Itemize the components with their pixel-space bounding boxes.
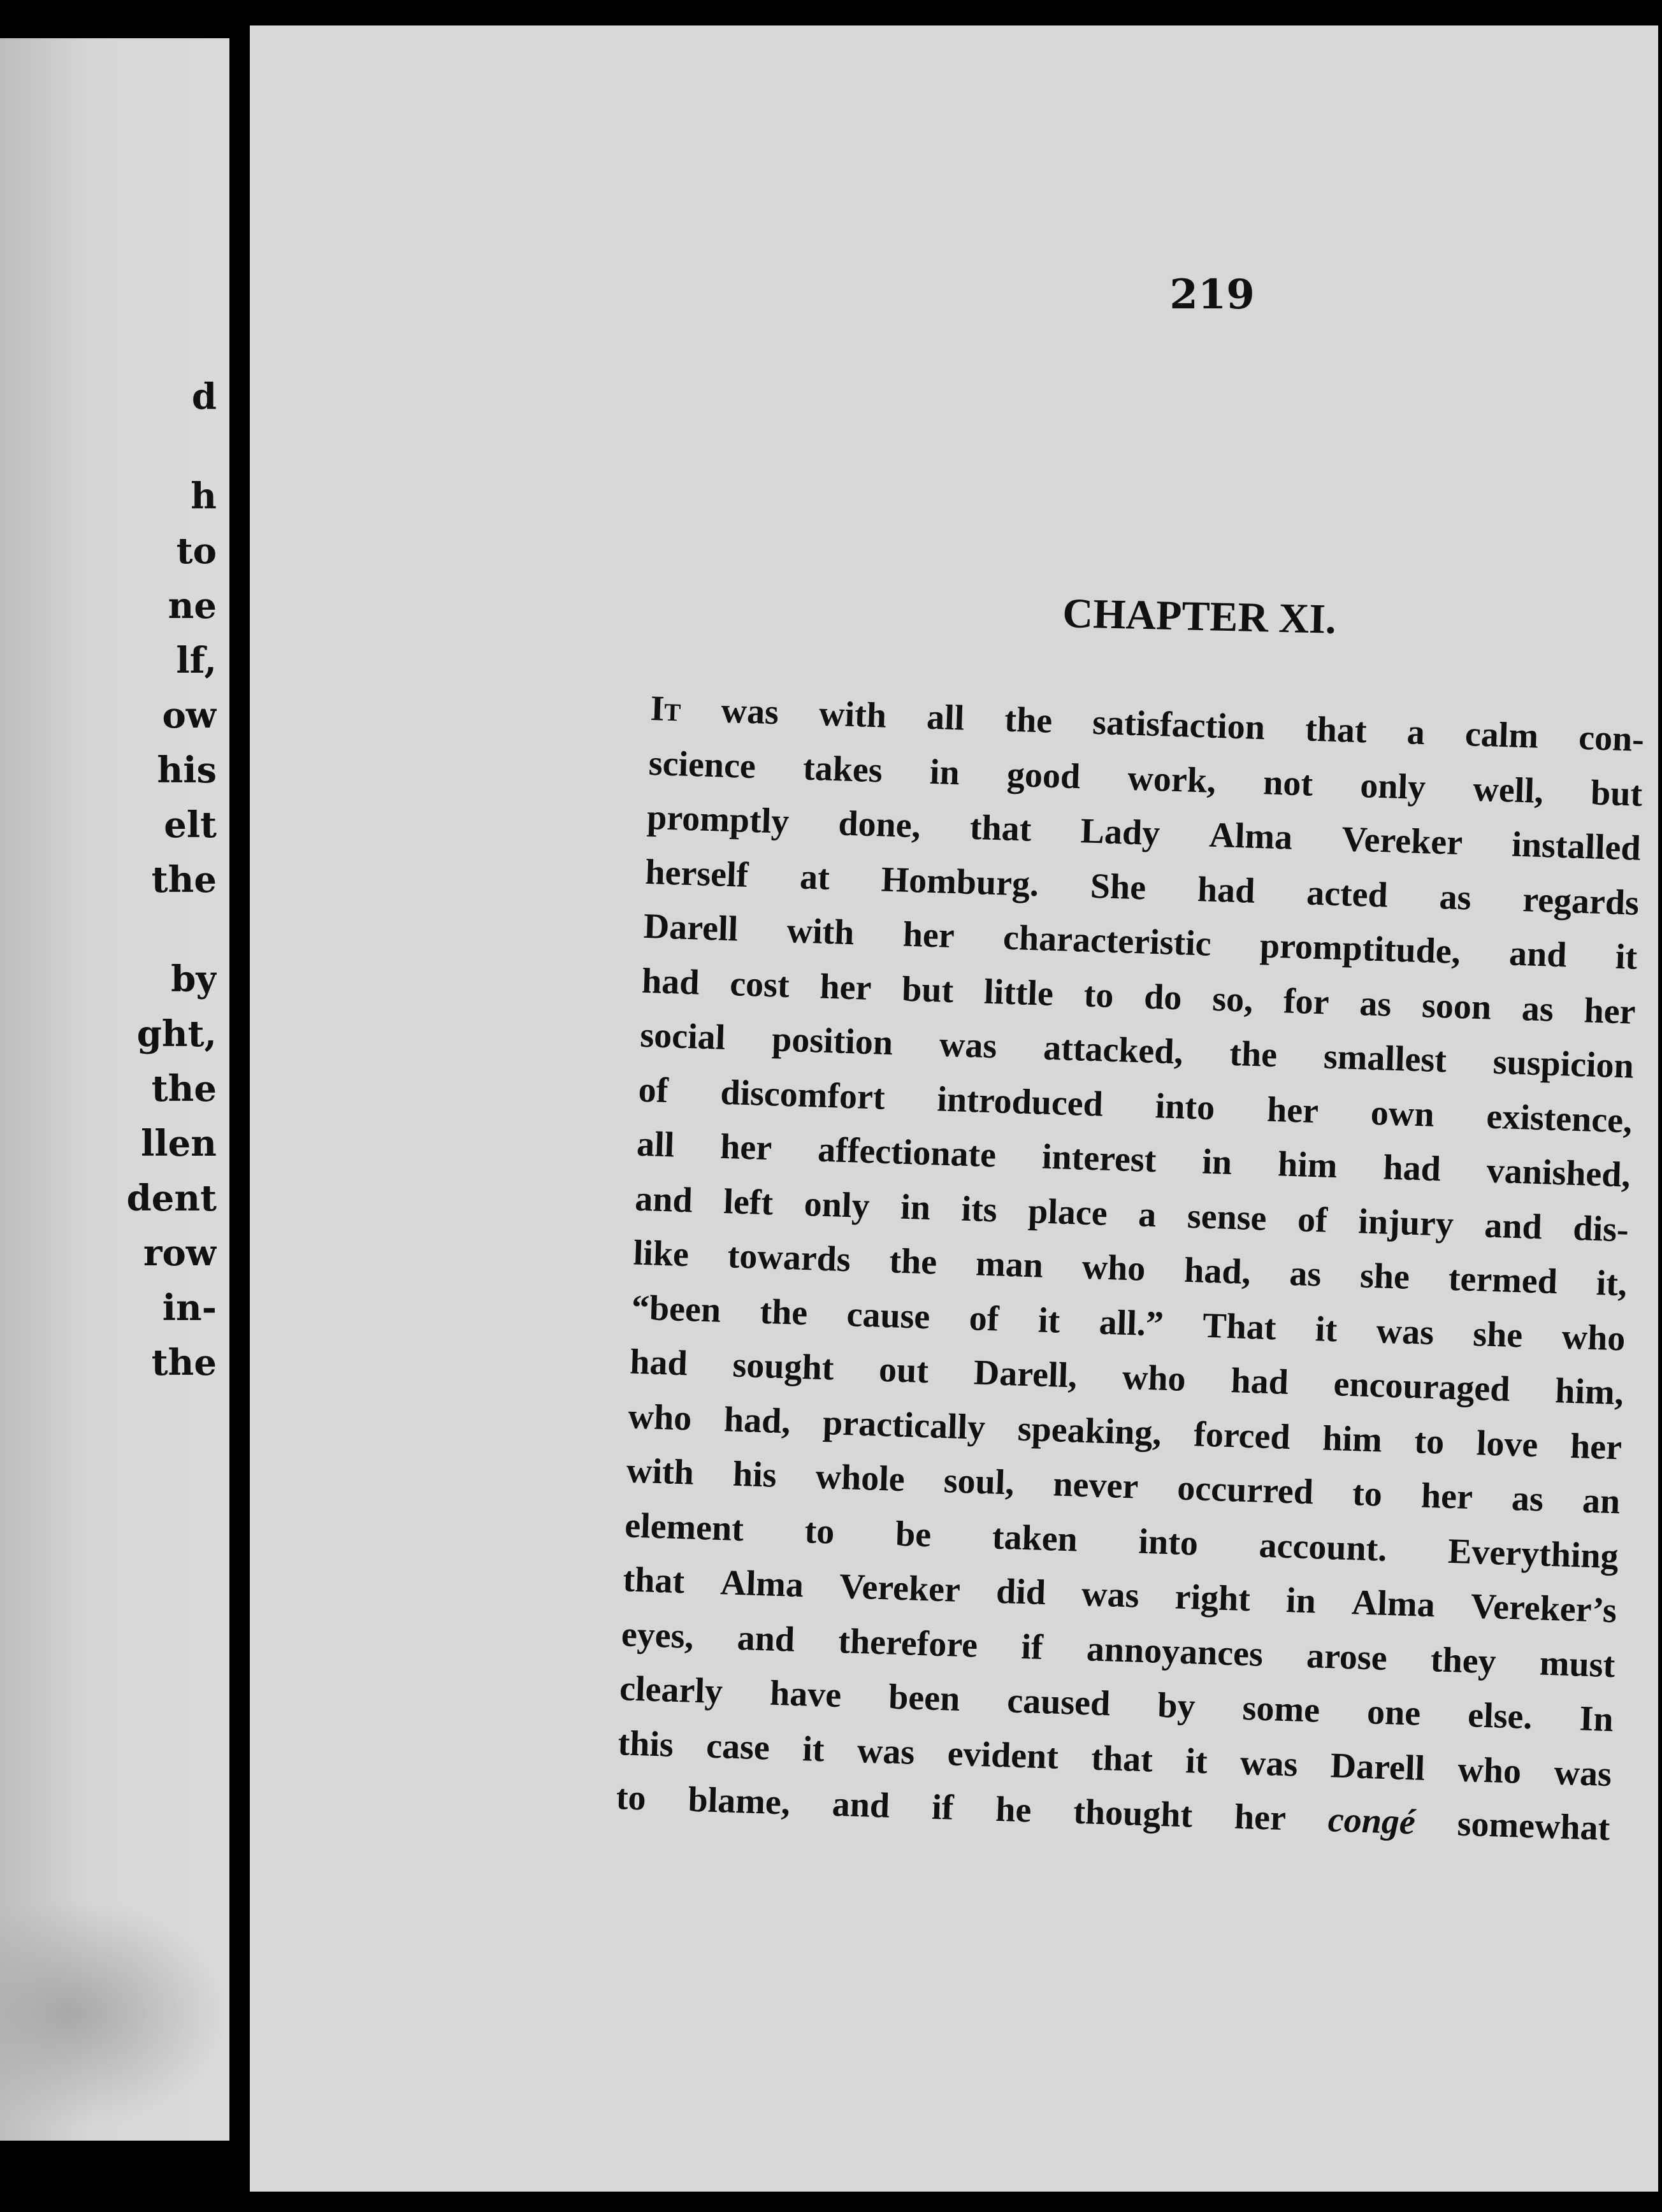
paragraph-word: Alma [719, 1563, 804, 1605]
paragraph-word: who [1457, 1749, 1522, 1792]
paragraph-word: and [831, 1784, 891, 1826]
paragraph-word: the [1229, 1033, 1278, 1075]
paragraph-word: account. [1258, 1525, 1388, 1569]
paragraph-word: and [736, 1618, 796, 1660]
paragraph-word: all [926, 697, 965, 738]
paragraph-word: had [1197, 869, 1256, 911]
left-page-fragment: lf, [176, 640, 217, 682]
paragraph-word: vanished, [1485, 1151, 1631, 1195]
paragraph-word: thought [1073, 1792, 1194, 1835]
paragraph-word: this [617, 1723, 674, 1765]
paragraph-word: had, [1183, 1250, 1252, 1292]
left-page-fragment: the [151, 1342, 217, 1384]
paragraph-word: social [639, 1015, 726, 1058]
paragraph-word: that [1304, 709, 1368, 751]
paragraph-word: her [719, 1126, 773, 1168]
paragraph-word: dis- [1572, 1208, 1629, 1250]
paragraph-word: blame, [687, 1779, 791, 1823]
paragraph-word: place [1027, 1191, 1108, 1233]
paragraph-word: like [632, 1233, 690, 1275]
paragraph-word: satisfaction [1092, 702, 1266, 748]
paragraph-word: never [1052, 1464, 1139, 1507]
paragraph-word: the [1004, 700, 1053, 741]
paragraph-word: In [1579, 1698, 1614, 1740]
paragraph-word: Everything [1447, 1531, 1619, 1576]
paragraph-word: somewhat [1456, 1804, 1611, 1849]
paragraph-word: with [786, 910, 855, 953]
paragraph-word: whole [814, 1456, 906, 1500]
paragraph-word: characteristic [1002, 917, 1212, 964]
left-page-text-fragments [0, 370, 217, 1390]
left-page-fragment: llen [141, 1123, 217, 1165]
paragraph-word: at [799, 856, 830, 898]
paragraph-word: smallest [1323, 1037, 1447, 1081]
paragraph-word: affectionate [817, 1130, 997, 1175]
paragraph-word: was [1239, 1742, 1299, 1785]
paragraph-word: she [1472, 1314, 1524, 1355]
paragraph-word: for [1283, 980, 1330, 1023]
paragraph-word: annoyances [1086, 1628, 1264, 1674]
paragraph-word: an [1582, 1481, 1621, 1522]
paragraph-word: Alma [1208, 815, 1294, 858]
paragraph-word: if [931, 1787, 955, 1828]
paragraph-word: encouraged [1333, 1364, 1511, 1409]
paragraph-word: to [804, 1511, 835, 1552]
paragraph-word: as [1289, 1253, 1322, 1295]
paragraph-word: as [1359, 983, 1392, 1024]
paragraph-word: the [759, 1291, 809, 1333]
paragraph-word: with [626, 1451, 695, 1493]
paragraph-word: his [732, 1454, 777, 1495]
paragraph-word: as [1438, 877, 1472, 918]
page-number: 219 [1169, 271, 1255, 319]
paragraph-word: takes [802, 748, 883, 790]
paragraph-word: it [1185, 1741, 1208, 1781]
paragraph-word: all.” [1098, 1302, 1164, 1344]
paragraph-word: her [819, 966, 872, 1008]
paragraph-word: towards [726, 1236, 851, 1280]
paragraph-word: man [975, 1244, 1044, 1286]
paragraph-word: Homburg. [880, 859, 1040, 904]
paragraph-word: discomfort [719, 1072, 886, 1117]
paragraph-word: not [1262, 762, 1314, 804]
paragraph-word: occurred [1176, 1468, 1314, 1512]
paragraph-word: It [649, 688, 682, 729]
left-page-fragment [0, 424, 217, 469]
paragraph-word: out [878, 1349, 929, 1391]
paragraph-word: and [1484, 1205, 1543, 1247]
paragraph-word: her [1420, 1476, 1473, 1518]
paragraph-word: him [1277, 1144, 1338, 1186]
paragraph-word: injury [1357, 1201, 1454, 1244]
left-page-fragment: the [151, 859, 217, 901]
paragraph-word: to [1352, 1474, 1383, 1514]
paragraph-word: promptitude, [1259, 926, 1461, 972]
paragraph-word: her [1583, 990, 1637, 1032]
paragraph-word: Vereker’s [1470, 1586, 1617, 1631]
paragraph-word: suspicion [1492, 1042, 1635, 1086]
paragraph-word: as [1521, 988, 1554, 1030]
left-page-fragment: the [151, 1068, 217, 1110]
paragraph-word: Alma [1351, 1583, 1436, 1625]
left-page-fragment: dent [126, 1177, 217, 1219]
paragraph-word: a [1406, 712, 1426, 753]
paragraph-word: therefore [837, 1621, 979, 1665]
paragraph-word: had [1230, 1361, 1289, 1402]
paragraph-word: else. [1467, 1695, 1533, 1737]
paragraph-word: was [720, 691, 779, 733]
paragraph-word: a [1138, 1194, 1157, 1235]
paragraph-word: only [1359, 765, 1427, 807]
paragraph-word: position [771, 1019, 894, 1063]
paragraph-word: him [1322, 1418, 1383, 1460]
left-page-fragment: in- [162, 1287, 217, 1329]
paragraph-word: who [627, 1396, 693, 1439]
paragraph-word: be [895, 1514, 932, 1555]
paragraph-word: clearly [619, 1669, 723, 1712]
paragraph-word: had [1382, 1147, 1442, 1189]
paragraph-word: case [705, 1726, 770, 1768]
paragraph-word: who [1081, 1247, 1146, 1289]
paragraph-word: it, [1595, 1263, 1628, 1304]
paragraph-word: She [1090, 866, 1147, 908]
paragraph-word: of [1297, 1199, 1328, 1240]
paragraph-word: cost [729, 963, 790, 1005]
paragraph-word: only [803, 1184, 871, 1226]
paragraph-word: soon [1421, 985, 1492, 1028]
paragraph-word: well, [1472, 769, 1544, 811]
paragraph-word: calm [1464, 714, 1540, 756]
paragraph-word: sense [1187, 1196, 1268, 1239]
paragraph-word: promptly [646, 797, 790, 842]
paragraph-word: Vereker [1341, 819, 1464, 863]
paragraph-word: had [629, 1342, 688, 1384]
paragraph-word: one [1366, 1692, 1422, 1734]
left-page-fragment: elt [164, 804, 217, 846]
paragraph-word: attacked, [1043, 1028, 1184, 1072]
paragraph-word: it [802, 1728, 825, 1769]
paragraph-word: eyes, [621, 1614, 695, 1656]
paragraph-word: of [968, 1298, 1000, 1339]
paragraph-word: but [901, 969, 955, 1010]
paragraph-word: her [1266, 1089, 1319, 1131]
paragraph-word: “been [631, 1288, 722, 1330]
page-smudge [0, 1899, 229, 2128]
paragraph-word: they [1430, 1639, 1497, 1681]
paragraph-word: That [1202, 1305, 1277, 1347]
paragraph-word: good [1006, 754, 1081, 796]
paragraph-word: her [902, 914, 955, 956]
left-page-fragment: row [143, 1232, 217, 1274]
right-page [250, 25, 1658, 2192]
paragraph-word: Vereker [839, 1566, 961, 1610]
paragraph-word: so, [1211, 979, 1254, 1020]
paragraph-word: its [960, 1189, 998, 1230]
paragraph-word: by [1157, 1685, 1196, 1727]
paragraph-word: that [969, 807, 1032, 849]
paragraph-word: little [983, 972, 1054, 1014]
paragraph-word: it [1614, 937, 1638, 977]
paragraph-word: if [1020, 1627, 1044, 1667]
paragraph-word: the [888, 1241, 938, 1282]
paragraph-word: some [1241, 1688, 1320, 1730]
paragraph-word: into [1154, 1086, 1216, 1128]
paragraph-word: practically [822, 1402, 986, 1447]
paragraph-word: did [995, 1571, 1046, 1613]
paragraph-word: own [1370, 1093, 1435, 1135]
left-page-fragment: by [171, 958, 217, 1000]
paragraph-word: introduced [936, 1079, 1104, 1124]
paragraph-word: herself [644, 852, 749, 895]
paragraph-word: arose [1306, 1635, 1388, 1678]
paragraph-word: was [856, 1730, 916, 1772]
left-page-fragment: ne [168, 585, 217, 627]
paragraph-word: and [1508, 933, 1568, 975]
paragraph-word: termed [1447, 1258, 1558, 1302]
paragraph-word: was [1375, 1311, 1434, 1353]
paragraph-word: Lady [1080, 811, 1161, 854]
paragraph-word: Darell [1329, 1745, 1426, 1788]
paragraph-word: as [1511, 1479, 1544, 1519]
paragraph-word: existence, [1485, 1096, 1633, 1141]
paragraph-word: in [1285, 1581, 1317, 1621]
paragraph-word: in [1201, 1142, 1233, 1182]
paragraph-word: cause [846, 1294, 931, 1337]
paragraph-word: it [1315, 1309, 1338, 1349]
paragraph-word: con- [1578, 717, 1645, 759]
paragraph-word: him, [1554, 1371, 1624, 1413]
paragraph-word: Darell [642, 906, 739, 949]
paragraph-word: but [1590, 772, 1644, 814]
paragraph-word: was [1553, 1752, 1612, 1794]
paragraph-word: right [1174, 1577, 1251, 1620]
paragraph-word: all [636, 1124, 676, 1165]
paragraph-word: science [648, 743, 756, 786]
paragraph-word: to [1083, 975, 1115, 1016]
paragraph-word: left [723, 1181, 774, 1223]
paragraph-word: work, [1127, 758, 1217, 801]
paragraph-word: that [1090, 1738, 1153, 1780]
paragraph-word: evident [946, 1733, 1059, 1777]
left-facing-page [0, 38, 229, 2141]
paragraph-word: of [637, 1070, 669, 1110]
left-page-fragment: ow [162, 694, 217, 736]
paragraph-word: done, [837, 803, 921, 846]
paragraph-word: Darell, [972, 1353, 1078, 1396]
paragraph-word: and [634, 1179, 693, 1220]
paragraph-word: soul, [943, 1461, 1015, 1503]
paragraph-word: to [1413, 1421, 1445, 1462]
paragraph-word: to [615, 1778, 647, 1818]
paragraph-word: acted [1306, 872, 1389, 915]
paragraph-word: taken [992, 1516, 1078, 1560]
paragraph-word: it [1037, 1300, 1061, 1341]
italic-word: congé [1327, 1800, 1416, 1842]
paragraph-word: have [769, 1673, 842, 1716]
paragraph-word [1327, 1793, 1416, 1850]
paragraph-word: caused [1006, 1681, 1111, 1724]
paragraph-word: in [929, 752, 960, 793]
paragraph-word: that [622, 1560, 686, 1602]
paragraph-word: her [1234, 1797, 1287, 1839]
chapter-title: CHAPTER XI. [1062, 590, 1337, 643]
left-page-fragment: to [176, 530, 217, 572]
chapter-paragraph [616, 682, 1645, 1856]
paragraph-word: into [1138, 1521, 1199, 1563]
paragraph-word: who [1561, 1316, 1626, 1358]
paragraph-word: love [1475, 1423, 1539, 1465]
paragraph-word: element [624, 1505, 744, 1549]
paragraph-word: was [1081, 1574, 1140, 1616]
paragraph-word: sought [732, 1345, 835, 1388]
paragraph-word: installed [1511, 824, 1642, 868]
paragraph-word: she [1359, 1256, 1410, 1297]
left-page-fragment [0, 907, 217, 952]
paragraph-word: who [1122, 1357, 1187, 1399]
paragraph-word: been [888, 1677, 961, 1719]
paragraph-word: with [818, 694, 887, 736]
paragraph-word: interest [1041, 1137, 1157, 1181]
left-page-fragment: his [157, 749, 217, 791]
paragraph-word: speaking, [1016, 1409, 1162, 1453]
paragraph-word: had, [723, 1399, 791, 1441]
paragraph-word: forced [1193, 1414, 1291, 1457]
left-page-fragment: ght, [136, 1013, 217, 1055]
left-page-fragment: d [191, 376, 217, 418]
paragraph-word: regards [1522, 879, 1640, 923]
paragraph-word: her [1570, 1426, 1622, 1467]
paragraph-word: had [641, 961, 700, 1003]
paragraph-word: was [939, 1024, 998, 1066]
paragraph-word: do [1143, 977, 1183, 1017]
left-page-fragment: h [191, 475, 217, 517]
paragraph-word: in [900, 1187, 931, 1228]
paragraph-word: must [1539, 1643, 1616, 1685]
paragraph-word: he [995, 1789, 1032, 1830]
